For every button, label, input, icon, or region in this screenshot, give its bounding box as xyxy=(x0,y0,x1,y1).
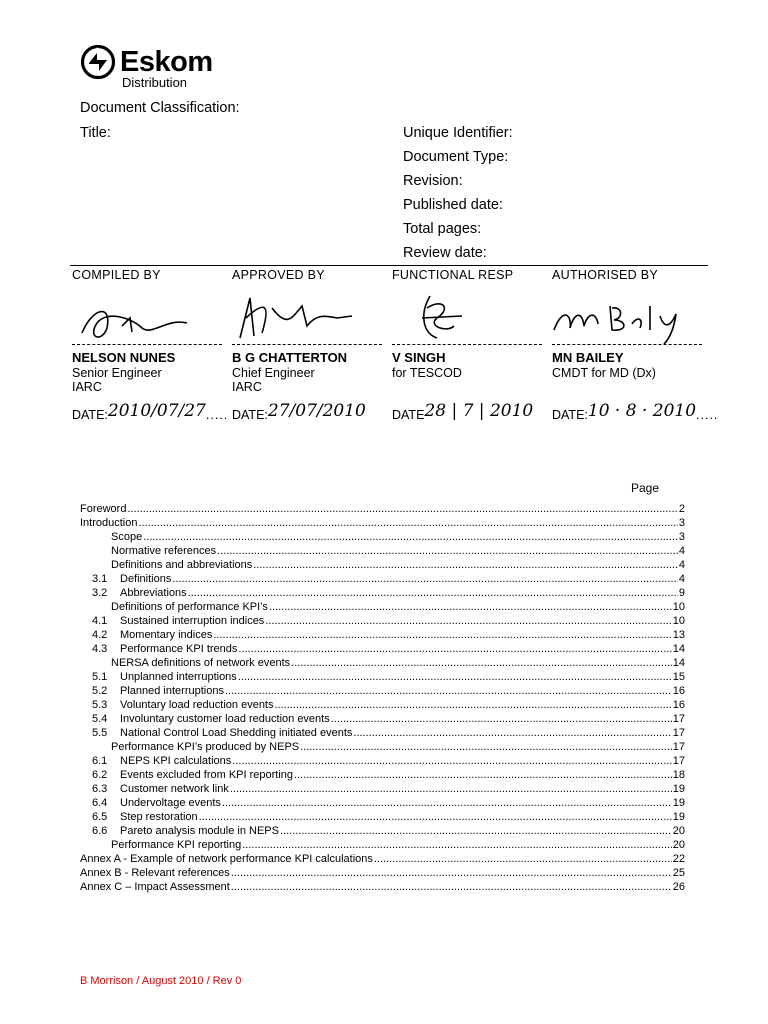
total-pages-label: Total pages: xyxy=(403,221,482,237)
toc-entry[interactable] xyxy=(80,670,685,684)
toc-entry-page: 13 xyxy=(672,629,685,641)
title-label: Title: xyxy=(80,125,111,141)
toc-entry-title: NEPS KPI calculations xyxy=(120,755,232,767)
toc-entry-title: Customer network link xyxy=(120,783,229,795)
toc-dot-leader xyxy=(280,824,672,838)
toc-entry[interactable] xyxy=(80,558,685,572)
toc-entry-number: 5.2 xyxy=(92,685,108,697)
toc-entry[interactable] xyxy=(80,572,685,586)
handwritten-date: 10 · 8 · 2010 xyxy=(587,401,697,421)
signatory-department: IARC xyxy=(72,380,102,394)
toc-entry[interactable] xyxy=(80,768,685,782)
toc-entry[interactable] xyxy=(80,838,685,852)
revision-label: Revision: xyxy=(403,173,463,189)
toc-dot-leader xyxy=(331,712,672,726)
toc-dot-leader xyxy=(291,656,672,670)
toc-dot-leader xyxy=(269,600,672,614)
toc-entry-title: NERSA definitions of network events xyxy=(111,657,291,669)
signatory-name: NELSON NUNES xyxy=(72,350,176,365)
toc-entry-number: 6.3 xyxy=(92,783,108,795)
toc-entry-title: Performance KPI trends xyxy=(120,643,238,655)
document-type-label: Document Type: xyxy=(403,149,509,165)
toc-entry[interactable] xyxy=(80,796,685,810)
signatory-date: DATE:10 · 8 · 2010..... xyxy=(552,401,719,422)
toc-entry-number: 6.6 xyxy=(92,825,108,837)
handwritten-date: 27/07/2010 xyxy=(267,401,366,421)
signatory-department: IARC xyxy=(232,380,262,394)
signatory-role: COMPILED BY xyxy=(72,268,161,282)
table-of-contents xyxy=(80,502,685,894)
toc-entry-number: 4.1 xyxy=(92,615,108,627)
toc-entry[interactable] xyxy=(80,866,685,880)
toc-dot-leader xyxy=(143,530,678,544)
toc-entry-title: Sustained interruption indices xyxy=(120,615,265,627)
toc-dot-leader xyxy=(225,684,672,698)
toc-entry[interactable] xyxy=(80,880,685,894)
toc-entry[interactable] xyxy=(80,586,685,600)
toc-entry-page: 4 xyxy=(678,573,685,585)
toc-dot-leader xyxy=(222,796,672,810)
signature-line xyxy=(232,344,382,345)
toc-entry-number: 5.5 xyxy=(92,727,108,739)
toc-entry-page: 17 xyxy=(672,741,685,753)
signatory-name: B G CHATTERTON xyxy=(232,350,348,365)
signature-image xyxy=(232,288,382,348)
signatory-authorised-by xyxy=(552,268,719,428)
toc-dot-leader xyxy=(353,726,671,740)
toc-dot-leader xyxy=(265,614,671,628)
toc-dot-leader xyxy=(188,586,678,600)
toc-entry-page: 19 xyxy=(672,797,685,809)
toc-entry-page: 17 xyxy=(672,727,685,739)
signature-line xyxy=(552,344,702,345)
footer-text: B Morrison / August 2010 / Rev 0 xyxy=(80,975,242,987)
toc-entry-page: 16 xyxy=(672,685,685,697)
signatory-position: Senior Engineer xyxy=(72,366,162,380)
toc-entry-number: 5.1 xyxy=(92,671,108,683)
toc-dot-leader xyxy=(242,838,672,852)
toc-entry-title: National Control Load Shedding initiated events xyxy=(120,727,353,739)
document-classification-label: Document Classification: xyxy=(80,100,240,116)
toc-entry-title: Introduction xyxy=(80,517,138,529)
toc-entry-page: 9 xyxy=(678,587,685,599)
signature-line xyxy=(72,344,222,345)
toc-dot-leader xyxy=(238,642,671,656)
toc-dot-leader xyxy=(127,502,677,516)
toc-entry-title: Unplanned interruptions xyxy=(120,671,237,683)
toc-entry[interactable] xyxy=(80,740,685,754)
toc-entry-number: 6.2 xyxy=(92,769,108,781)
eskom-emblem-icon xyxy=(80,44,116,80)
toc-dot-leader xyxy=(213,628,671,642)
signatory-role: APPROVED BY xyxy=(232,268,325,282)
toc-entry-page: 10 xyxy=(672,601,685,613)
toc-entry-number: 6.5 xyxy=(92,811,108,823)
toc-entry[interactable] xyxy=(80,754,685,768)
toc-entry[interactable] xyxy=(80,684,685,698)
signatory-date: DATE:2010/07/27..... xyxy=(72,401,229,422)
toc-entry-number: 3.1 xyxy=(92,573,108,585)
toc-entry-title: Momentary indices xyxy=(120,629,213,641)
toc-entry-title: Planned interruptions xyxy=(120,685,224,697)
eskom-logo xyxy=(80,44,230,90)
toc-page-header: Page xyxy=(631,481,660,495)
toc-entry-page: 15 xyxy=(672,671,685,683)
toc-entry-page: 19 xyxy=(672,811,685,823)
toc-dot-leader xyxy=(138,516,677,530)
toc-entry-page: 3 xyxy=(678,517,685,529)
signature-image xyxy=(552,288,702,348)
signatory-position: for TESCOD xyxy=(392,366,462,380)
toc-entry-number: 6.1 xyxy=(92,755,108,767)
toc-dot-leader xyxy=(199,810,672,824)
unique-identifier-label: Unique Identifier: xyxy=(403,125,513,141)
published-date-label: Published date: xyxy=(403,197,503,213)
signatory-approved-by xyxy=(232,268,392,428)
toc-entry-page: 16 xyxy=(672,699,685,711)
toc-entry-title: Foreword xyxy=(80,503,127,515)
toc-entry-page: 3 xyxy=(678,531,685,543)
toc-dot-leader xyxy=(374,852,672,866)
toc-dot-leader xyxy=(231,880,672,894)
toc-entry-page: 14 xyxy=(672,657,685,669)
toc-entry-number: 6.4 xyxy=(92,797,108,809)
toc-dot-leader xyxy=(238,670,672,684)
toc-entry[interactable] xyxy=(80,544,685,558)
toc-entry-number: 4.2 xyxy=(92,629,108,641)
review-date-label: Review date: xyxy=(403,245,487,261)
toc-entry-page: 4 xyxy=(678,559,685,571)
toc-entry-title: Pareto analysis module in NEPS xyxy=(120,825,279,837)
toc-entry[interactable] xyxy=(80,642,685,656)
logo-wordmark: Eskom xyxy=(120,46,213,78)
toc-entry-number: 4.3 xyxy=(92,643,108,655)
toc-dot-leader xyxy=(294,768,672,782)
toc-entry-page: 18 xyxy=(672,769,685,781)
toc-dot-leader xyxy=(232,754,671,768)
toc-entry-number: 5.3 xyxy=(92,699,108,711)
toc-entry-page: 10 xyxy=(672,615,685,627)
toc-entry[interactable] xyxy=(80,656,685,670)
toc-entry-title: Definitions xyxy=(120,573,172,585)
toc-entry-title: Step restoration xyxy=(120,811,198,823)
toc-entry-title: Events excluded from KPI reporting xyxy=(120,769,294,781)
toc-dot-leader xyxy=(230,782,672,796)
signature-image xyxy=(72,288,222,348)
signatory-date: DATE:27/07/2010 xyxy=(232,401,366,422)
toc-entry[interactable] xyxy=(80,824,685,838)
signatory-position: Chief Engineer xyxy=(232,366,315,380)
toc-entry-title: Undervoltage events xyxy=(120,797,221,809)
toc-entry[interactable] xyxy=(80,516,685,530)
toc-entry-page: 20 xyxy=(672,825,685,837)
toc-entry-title: Annex B - Relevant references xyxy=(80,867,230,879)
toc-entry[interactable] xyxy=(80,600,685,614)
toc-entry[interactable] xyxy=(80,852,685,866)
toc-entry-title: Normative references xyxy=(111,545,217,557)
toc-entry-page: 17 xyxy=(672,713,685,725)
toc-dot-leader xyxy=(253,558,678,572)
toc-entry[interactable] xyxy=(80,530,685,544)
toc-entry-page: 17 xyxy=(672,755,685,767)
toc-entry-page: 4 xyxy=(678,545,685,557)
toc-entry-page: 25 xyxy=(672,867,685,879)
toc-entry-title: Annex C – Impact Assessment xyxy=(80,881,230,893)
toc-entry-title: Performance KPI’s produced by NEPS xyxy=(111,741,300,753)
toc-entry-title: Abbreviations xyxy=(120,587,187,599)
signatory-name: MN BAILEY xyxy=(552,350,624,365)
toc-entry-page: 14 xyxy=(672,643,685,655)
toc-dot-leader xyxy=(300,740,672,754)
toc-dot-leader xyxy=(217,544,678,558)
signatory-compiled-by xyxy=(72,268,232,428)
toc-dot-leader xyxy=(231,866,672,880)
toc-entry-title: Scope xyxy=(111,531,143,543)
toc-entry[interactable] xyxy=(80,614,685,628)
toc-entry-page: 19 xyxy=(672,783,685,795)
signatory-date: DATE28 | 7 | 2010 xyxy=(392,401,534,422)
signatory-functional-resp xyxy=(392,268,552,428)
toc-entry[interactable] xyxy=(80,698,685,712)
toc-entry-page: 2 xyxy=(678,503,685,515)
toc-entry-page: 22 xyxy=(672,853,685,865)
toc-entry-title: Involuntary customer load reduction events xyxy=(120,713,330,725)
toc-entry-title: Definitions and abbreviations xyxy=(111,559,253,571)
toc-entry-page: 20 xyxy=(672,839,685,851)
toc-entry[interactable] xyxy=(80,628,685,642)
signatory-role: AUTHORISED BY xyxy=(552,268,658,282)
toc-entry-title: Annex A - Example of network performance KPI calculations xyxy=(80,853,373,865)
toc-entry[interactable] xyxy=(80,726,685,740)
toc-entry[interactable] xyxy=(80,810,685,824)
toc-entry[interactable] xyxy=(80,712,685,726)
signatory-name: V SINGH xyxy=(392,350,446,365)
handwritten-date: 28 | 7 | 2010 xyxy=(424,401,534,421)
signature-image xyxy=(392,288,542,348)
header-divider xyxy=(70,265,708,266)
toc-entry-title: Definitions of performance KPI’s xyxy=(111,601,268,613)
toc-entry[interactable] xyxy=(80,782,685,796)
toc-entry-title: Voluntary load reduction events xyxy=(120,699,274,711)
toc-entry-number: 5.4 xyxy=(92,713,108,725)
signature-line xyxy=(392,344,542,345)
toc-dot-leader xyxy=(275,698,672,712)
signatory-role: FUNCTIONAL RESP xyxy=(392,268,514,282)
toc-entry-title: Performance KPI reporting xyxy=(111,839,242,851)
toc-entry-page: 26 xyxy=(672,881,685,893)
handwritten-date: 2010/07/27 xyxy=(107,401,206,421)
signatory-position: CMDT for MD (Dx) xyxy=(552,366,656,380)
document-meta-fields xyxy=(403,125,703,265)
toc-entry[interactable] xyxy=(80,502,685,516)
logo-subtitle: Distribution xyxy=(122,75,188,90)
toc-entry-number: 3.2 xyxy=(92,587,108,599)
toc-dot-leader xyxy=(172,572,678,586)
